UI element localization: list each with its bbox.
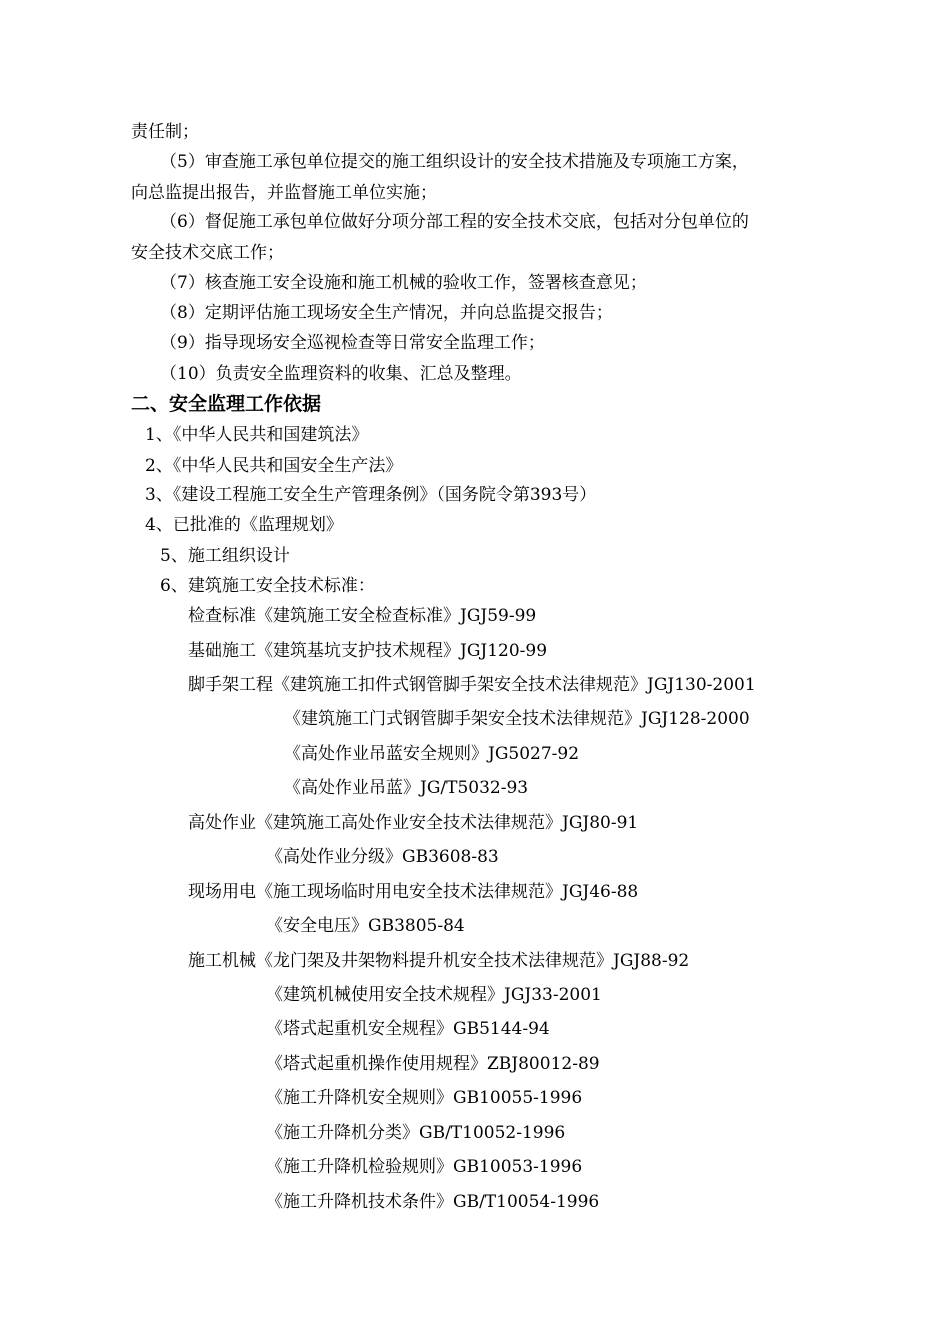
basis-item-2: 2、《中华人民共和国安全生产法》 xyxy=(145,456,403,476)
duty-item-8: （8）定期评估施工现场安全生产情况，并向总监提交报告； xyxy=(160,303,613,323)
standard-line: 《施工升降机分类》GB/T10052-1996 xyxy=(266,1123,566,1143)
duty-item-9: （9）指导现场安全巡视检查等日常安全监理工作； xyxy=(160,333,545,353)
standard-line: 《建筑机械使用安全技术规程》JGJ33-2001 xyxy=(266,985,602,1005)
duty-item-7: （7）核查施工安全设施和施工机械的验收工作，签署核查意见； xyxy=(160,273,647,293)
standard-line: 《高处作业吊蓝》JG/T5032-93 xyxy=(284,778,529,798)
standard-line: 《施工升降机技术条件》GB/T10054-1996 xyxy=(266,1192,600,1212)
basis-item-3: 3、《建设工程施工安全生产管理条例》（国务院令第393号） xyxy=(145,485,597,505)
duty-item-6: （6）督促施工承包单位做好分项分部工程的安全技术交底，包括对分包单位的 xyxy=(160,212,749,232)
duty-line: 安全技术交底工作； xyxy=(131,243,284,263)
standard-line: 高处作业《建筑施工高处作业安全技术法律规范》JGJ80-91 xyxy=(188,813,639,833)
basis-item-1: 1、《中华人民共和国建筑法》 xyxy=(145,425,369,445)
standard-line: 施工机械《龙门架及井架物料提升机安全技术法律规范》JGJ88-92 xyxy=(188,951,690,971)
duty-item-10: （10）负责安全监理资料的收集、汇总及整理。 xyxy=(160,364,522,384)
section-heading: 二、安全监理工作依据 xyxy=(131,393,322,415)
standard-line: 《塔式起重机安全规程》GB5144-94 xyxy=(266,1019,550,1039)
standard-line: 《塔式起重机操作使用规程》ZBJ80012-89 xyxy=(266,1054,600,1074)
duty-item-5: （5）审查施工承包单位提交的施工组织设计的安全技术措施及专项施工方案， xyxy=(160,152,749,172)
standard-line: 《高处作业分级》GB3608-83 xyxy=(266,847,499,867)
duty-line: 责任制； xyxy=(131,122,199,142)
standard-line: 脚手架工程《建筑施工扣件式钢管脚手架安全技术法律规范》JGJ130-2001 xyxy=(188,675,756,695)
standard-line: 现场用电《施工现场临时用电安全技术法律规范》JGJ46-88 xyxy=(188,882,639,902)
basis-item-4: 4、已批准的《监理规划》 xyxy=(145,515,343,535)
basis-item-6: 6、建筑施工安全技术标准： xyxy=(160,576,375,596)
standard-line: 《高处作业吊蓝安全规则》JG5027-92 xyxy=(284,744,580,764)
standard-line: 《建筑施工门式钢管脚手架安全技术法律规范》JGJ128-2000 xyxy=(284,709,750,729)
duty-line: 向总监提出报告，并监督施工单位实施； xyxy=(131,183,437,203)
standard-line: 《施工升降机安全规则》GB10055-1996 xyxy=(266,1088,583,1108)
basis-item-5: 5、施工组织设计 xyxy=(160,546,290,566)
standard-line: 检查标准《建筑施工安全检查标准》JGJ59-99 xyxy=(188,606,537,626)
standard-line: 基础施工《建筑基坑支护技术规程》JGJ120-99 xyxy=(188,641,548,661)
standard-line: 《施工升降机检验规则》GB10053-1996 xyxy=(266,1157,583,1177)
standard-line: 《安全电压》GB3805-84 xyxy=(266,916,465,936)
